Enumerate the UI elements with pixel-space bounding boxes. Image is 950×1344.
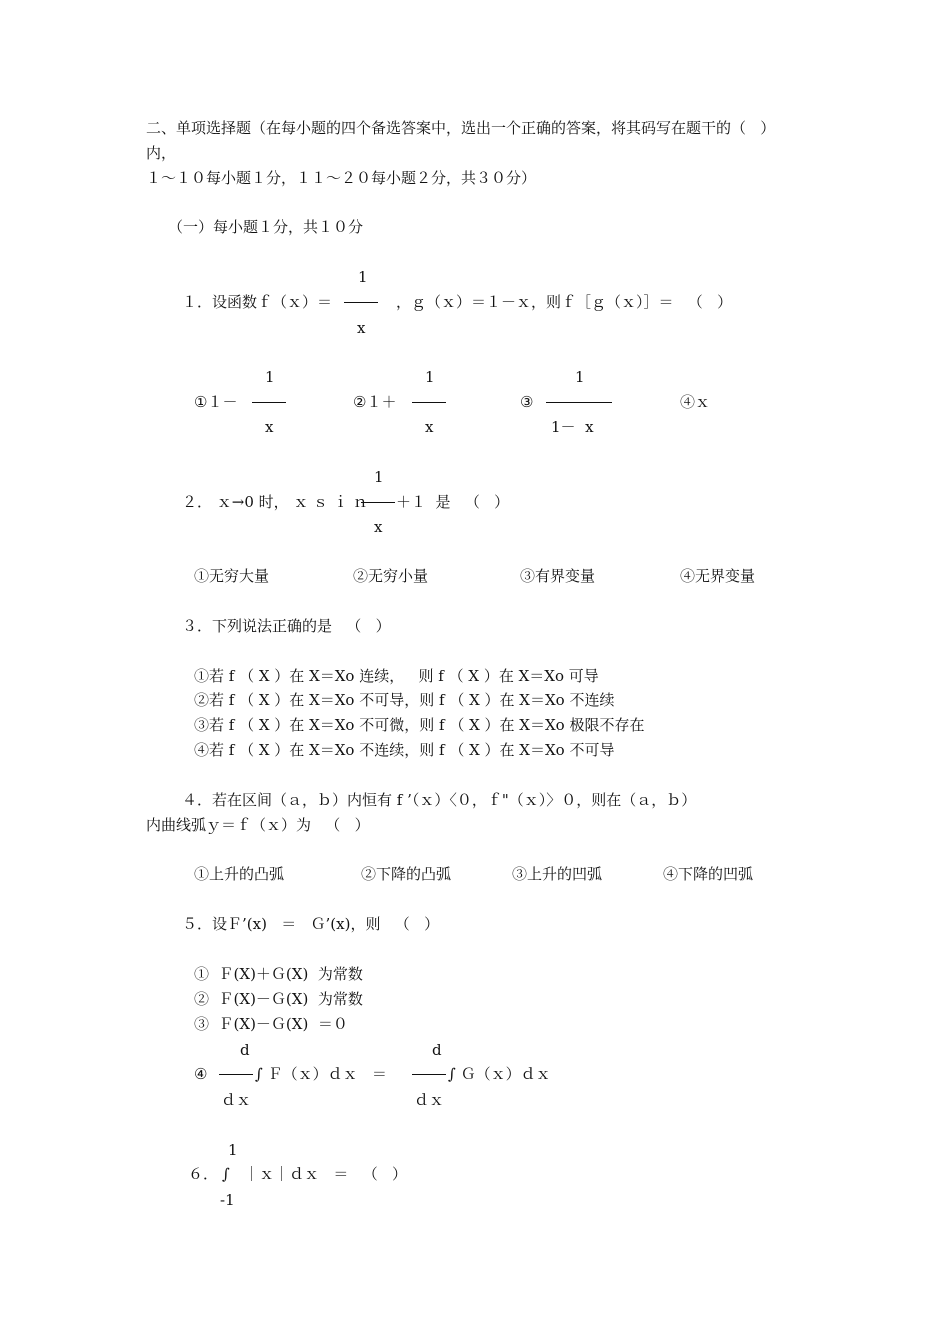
q1-option3-bar	[546, 402, 612, 403]
q4-option1: ①上升的凸弧	[194, 865, 285, 883]
q1-option1-bar	[252, 402, 286, 403]
q2-fraction-bar	[361, 502, 395, 503]
q3-stem: ３．下列说法正确的是 （ ）	[182, 617, 391, 635]
q1-option2: ②１＋	[353, 393, 397, 411]
q1-option1-numerator: 1	[265, 368, 275, 386]
q1-option1-denominator: x	[265, 418, 274, 436]
q1-fraction-denominator: x	[357, 319, 366, 337]
section-heading-line3: １～１０每小题１分，１１～２０每小题２分，共３０分）	[146, 169, 537, 187]
q2-option2: ②无穷小量	[353, 567, 429, 585]
q3-option3: ③若 f （ X ）在 X＝Xo 不可微，则 f （ X ）在 X＝Xo 极限不存在	[194, 716, 645, 734]
q5-option4-numerator-right: d	[432, 1041, 442, 1059]
section-heading-line2: 内，	[146, 144, 177, 162]
q1-fraction-numerator: 1	[358, 268, 368, 286]
q5-option2: ② Ｆ(X)－Ｇ(X) 为常数	[194, 990, 363, 1008]
q1-stem-suffix: ，ｇ（ｘ）＝１－ｘ，则ｆ［ｇ（ｘ）］＝ （ ）	[396, 293, 733, 311]
q4-stem-line1: ４．若在区间（ａ，ｂ）内恒有 f ’（ｘ）〈０，ｆ"（ｘ）〉０，则在（ａ，ｂ）	[182, 791, 697, 809]
q3-option1: ①若 f （ X ）在 X＝Xo 连续， 则 f （ X ）在 X＝Xo 可导	[194, 667, 599, 685]
q3-option2: ②若 f （ X ）在 X＝Xo 不可导，则 f （ X ）在 X＝Xo 不连续	[194, 691, 615, 709]
q2-option1: ①无穷大量	[194, 567, 270, 585]
q6-stem-rest: ∫ ｜ｘ｜ｄｘ ＝ （ ）	[222, 1165, 408, 1183]
q1-option2-numerator: 1	[425, 368, 435, 386]
q6-upper-limit: 1	[228, 1141, 238, 1159]
subsection-title: （一）每小题１分，共１０分	[168, 218, 364, 236]
q5-option1: ① Ｆ(X)＋Ｇ(X) 为常数	[194, 965, 363, 983]
q1-option2-bar	[412, 402, 446, 403]
q5-option4-right: ∫ Ｇ（ｘ）ｄｘ	[448, 1065, 551, 1083]
q5-option4-bar-left	[219, 1074, 253, 1075]
q2-fraction-numerator: 1	[374, 468, 384, 486]
q2-stem-suffix: ＋１ 是 （ ）	[396, 493, 510, 511]
q5-option4-bar-right	[412, 1074, 446, 1075]
q1-stem-prefix: １．设函数ｆ（ｘ）＝	[182, 293, 333, 311]
q1-option4: ④ｘ	[680, 393, 711, 411]
q1-fraction-bar	[344, 302, 378, 303]
q5-option4-left: ∫ Ｆ（ｘ）ｄｘ ＝	[255, 1065, 387, 1083]
q6-stem-prefix: ６．	[188, 1165, 219, 1183]
q5-option3: ③ Ｆ(X)－Ｇ(X) ＝０	[194, 1015, 348, 1033]
q3-option4: ④若 f （ X ）在 X＝Xo 不连续，则 f （ X ）在 X＝Xo 不可导	[194, 741, 615, 759]
q2-option3: ③有界变量	[520, 567, 596, 585]
q6-lower-limit: -1	[220, 1191, 235, 1209]
q4-option2: ②下降的凸弧	[361, 865, 452, 883]
q5-option4-numerator-left: d	[240, 1041, 250, 1059]
q4-stem-line2: 内曲线弧ｙ＝ｆ（ｘ）为 （ ）	[146, 816, 370, 834]
q4-option4: ④下降的凹弧	[663, 865, 754, 883]
q5-option4-label: ④	[194, 1065, 208, 1083]
q2-option4: ④无界变量	[680, 567, 756, 585]
q1-option3-denominator: 1－ x	[551, 418, 594, 436]
q1-option2-denominator: x	[425, 418, 434, 436]
q5-option4-denominator-right: ｄｘ	[414, 1091, 445, 1109]
q2-fraction-denominator: x	[374, 518, 383, 536]
q5-stem: ５．设Ｆ’(x) ＝ Ｇ’(x)，则 （ ）	[182, 915, 440, 933]
q4-option3: ③上升的凹弧	[512, 865, 603, 883]
q5-option4-denominator-left: ｄｘ	[221, 1091, 252, 1109]
q1-option3-numerator: 1	[575, 368, 585, 386]
section-heading-line1: 二、单项选择题（在每小题的四个备选答案中，选出一个正确的答案，将其码写在题干的（ ）	[146, 119, 776, 137]
q2-stem-prefix: ２． ｘ→0 时， ｘ ｓ ｉ ｎ	[182, 493, 368, 511]
q1-option3: ③	[520, 393, 534, 411]
q1-option1: ①１－	[194, 393, 238, 411]
